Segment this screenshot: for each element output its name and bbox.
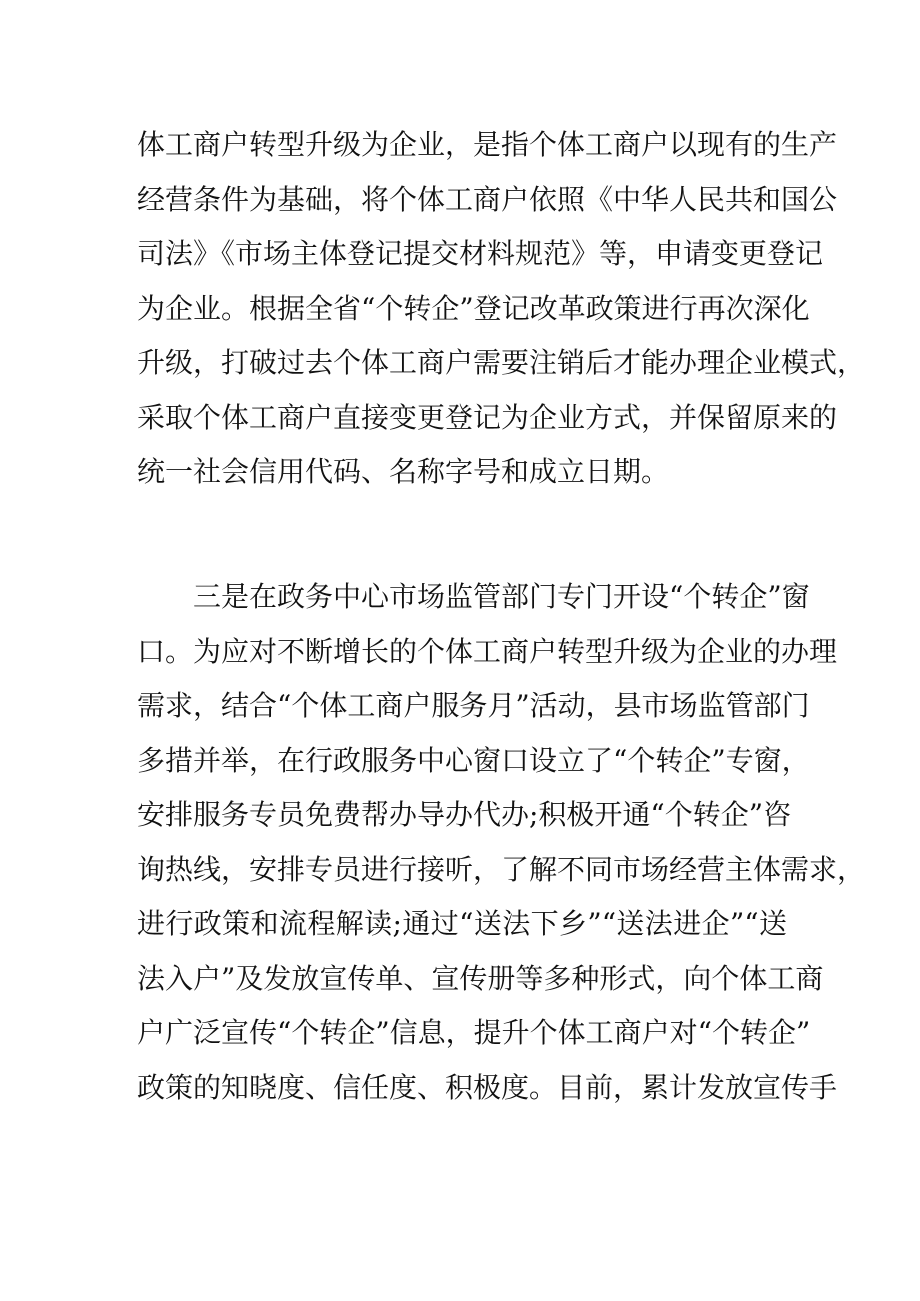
text-line: 询热线，安排专员进行接听，了解不同市场经营主体需求， xyxy=(137,852,866,886)
text-line: 进行政策和流程解读;通过“送法下乡”“送法进企”“送 xyxy=(137,907,787,940)
text-line: 采取个体工商户直接变更登记为企业方式，并保留原来的 xyxy=(137,400,838,434)
text-line: 司法》《市场主体登记提交材料规范》等，申请变更登记 xyxy=(137,237,824,270)
text-line: 安排服务专员免费帮办导办代办;积极开通“个转企”咨 xyxy=(137,798,792,831)
text-line: 需求，结合“个体工商户服务月”活动，县市场监管部门 xyxy=(137,689,810,722)
text-line: 体工商户转型升级为企业，是指个体工商户以现有的生产 xyxy=(137,128,838,161)
text-line: 升级，打破过去个体工商户需要注销后才能办理企业模式， xyxy=(137,346,866,379)
text-line: 口。为应对不断增长的个体工商户转型升级为企业的办理 xyxy=(137,634,838,668)
text-line: 统一社会信用代码、名称字号和成立日期。 xyxy=(137,455,670,488)
text-line: 为企业。根据全省“个转企”登记改革政策进行再次深化 xyxy=(137,291,810,325)
text-line: 三是在政务中心市场监管部门专门开设“个转企”窗 xyxy=(137,580,810,613)
text-line: 多措并举，在行政服务中心窗口设立了“个转企”专窗， xyxy=(137,743,810,777)
paragraph-1 xyxy=(137,118,866,500)
text-line: 户广泛宣传“个转企”信息，提升个体工商户对“个转企” xyxy=(137,1016,811,1049)
text-line: 法入户”及发放宣传单、宣传册等多种形式，向个体工商 xyxy=(137,961,824,995)
text-line: 政策的知晓度、信任度、积极度。目前，累计发放宣传手 xyxy=(137,1070,838,1104)
text-line: 经营条件为基础，将个体工商户依照《中华人民共和国公 xyxy=(137,182,838,216)
paragraph-2 xyxy=(137,570,866,1115)
